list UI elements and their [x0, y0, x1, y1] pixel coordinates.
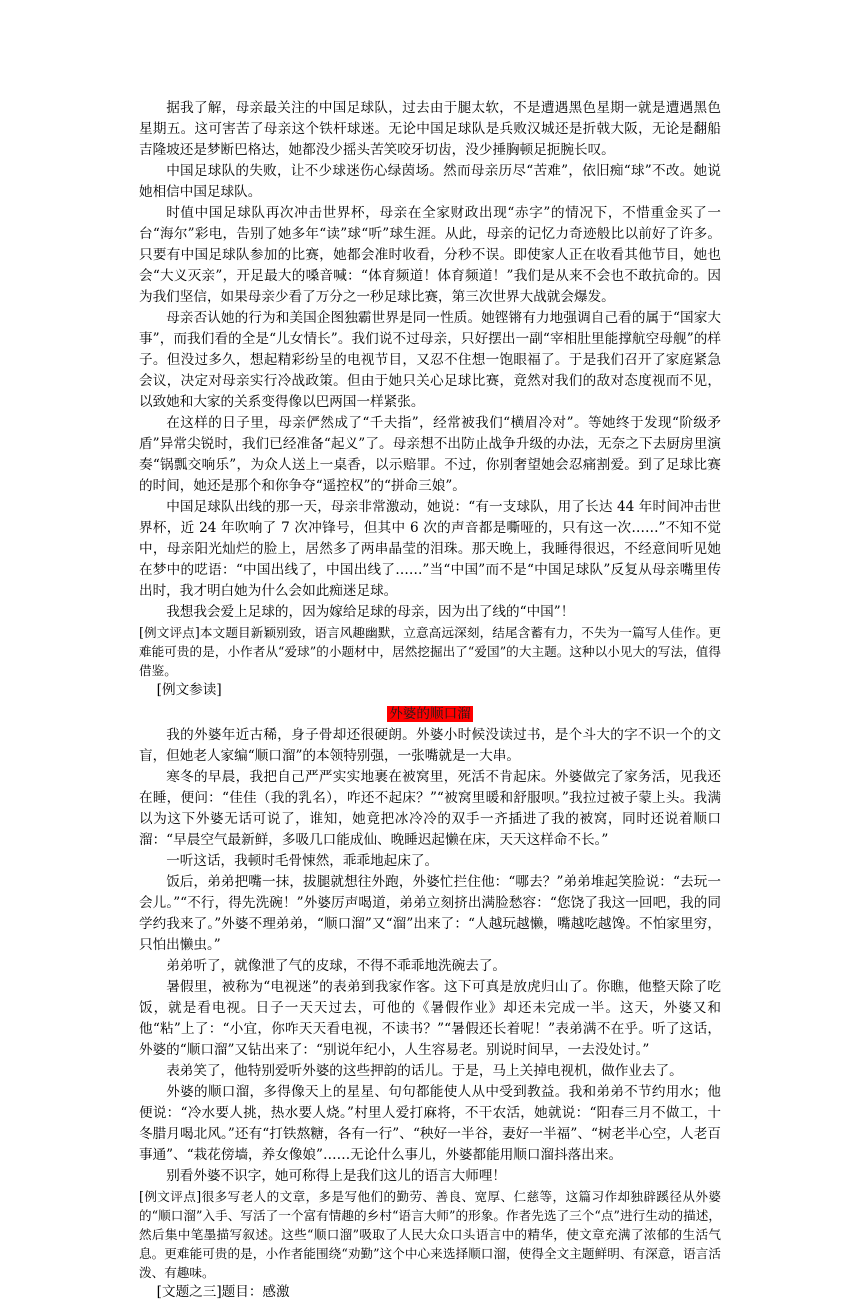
paragraph: 别看外婆不识字，她可称得上是我们这儿的语言大师哩！: [166, 1168, 507, 1184]
example-comment: [例文评点]很多写老人的文章，多是写他们的勤劳、善良、宽厚、仁慈等，这篇习作却独辟蹊径从外婆的“顺口溜”入手、写活了一个富有情趣的乡村“语言大师”的形象。作者先选了三个“点”进行生动的描述，然后集中笔墨描写叙述。这些“顺口溜”吸取了人民大众口头语言中的精华，使文章充满了浓郁的生活气息。更难能可贵的是，小作者能围绕“劝勤”这个中心来选择顺口溜，使得全文主题鲜明、有深意，语言活泼、有趣味。: [139, 1189, 721, 1280]
section-label: [例文参读]: [156, 682, 222, 698]
essay-title-line: [139, 703, 721, 725]
paragraph: 中国足球队的失败，让不少球迷伤心绿茵场。然而母亲历尽“苦难”，依旧痴“球”不改。她说她相信中国足球队。: [139, 163, 721, 200]
document-page: [139, 98, 721, 1303]
paragraph: 外婆的顺口溜，多得像天上的星星、句句都能使人从中受到教益。我和弟弟不节约用水；他便说：“冷水要人挑，热水要人烧。”村里人爱打麻将，不干农活，她就说：“阳春三月不做工，十冬腊月喝北风。”还有“打铁熬糖，各有一行”、“秧好一半谷，妻好一半福”、“树老半心空，人老百事通”、“栽花傍墙，养女像娘”……无论什么事儿，外婆都能用顺口溜抖落出来。: [139, 1084, 721, 1163]
paragraph: 寒冬的早晨，我把自己严严实实地裹在被窝里，死活不肯起床。外婆做完了家务活，见我还在睡，便问：“佳佳（我的乳名），咋还不起床？”“被窝里暖和舒服呗。”我拉过被子蒙上头。我满以为这下外婆无话可说了，谁知，她竟把冰冷冷的双手一齐插进了我的被窝，同时还说着顺口溜：“早晨空气最新鲜，多吸几口能成仙、晚睡迟起懒在床，天天这样命不长。”: [139, 769, 721, 848]
essay-mother-football: [139, 98, 721, 680]
paragraph: 我的外婆年近古稀，身子骨却还很硬朗。外婆小时候没读过书，是个斗大的字不识一个的文盲，但她老人家编“顺口溜”的本领特别强，一张嘴就是一大串。: [139, 727, 721, 764]
example-comment: [例文评点]本文题目新颖别致，语言风趣幽默，立意高远深刻，结尾含蓄有力，不失为一篇写人佳作。更难能可贵的是，小作者从“爱球”的小题材中，居然挖掘出了“爱国”的大主题。这种以小见大的写法，值得借鉴。: [139, 625, 721, 678]
paragraph: 弟弟听了，就像泄了气的皮球，不得不乖乖地洗碗去了。: [166, 958, 507, 974]
essay-title: 外婆的顺口溜: [389, 706, 471, 722]
paragraph: 母亲否认她的行为和美国企图独霸世界是同一性质。她铿锵有力地强调自己看的属于“国家大事”，而我们看的全是“儿女情长”。我们说不过母亲，只好摆出一副“宰相肚里能撑航空母舰”的样子。但没过多久，想起精彩纷呈的电视节目，又忍不住想一饱眼福了。于是我们召开了家庭紧急会议，决定对母亲实行冷战政策。但由于她只关心足球比赛，竟然对我们的敌对态度视而不见，以致她和大家的关系变得像以巴两国一样紧张。: [139, 310, 721, 410]
essay-grandma-rhymes: [139, 703, 721, 1282]
paragraph: 我想我会爱上足球的，因为嫁给足球的母亲，因为出了线的“中国”！: [166, 604, 575, 620]
next-topic-heading: [文题之三]题目：感激: [156, 1284, 290, 1300]
paragraph: 表弟笑了，他特别爱听外婆的这些押韵的话儿。于是，马上关掉电视机，做作业去了。: [166, 1063, 683, 1079]
paragraph: 饭后，弟弟把嘴一抹，拔腿就想往外跑，外婆忙拦住他：“哪去？”弟弟堆起笑脸说：“去玩一会儿。”“不行，得先洗碗！”外婆厉声喝道，弟弟立刻挤出满脸愁容：“您饶了我这一回吧，我的同学约我来了。”外婆不理弟弟，“顺口溜”又“溜”出来了：“人越玩越懒，嘴越吃越馋。不怕家里穷，只怕出懒虫。”: [139, 874, 721, 953]
paragraph: 据我了解，母亲最关注的中国足球队，过去由于腿太软，不是遭遇黑色星期一就是遭遇黑色星期五。这可害苦了母亲这个铁杆球迷。无论中国足球队是兵败汉城还是折戟大阪，无论是翻船吉隆坡还是梦断巴格达，她都没少摇头苦笑咬牙切齿，没少捶胸顿足扼腕长叹。: [139, 100, 721, 158]
paragraph: 在这样的日子里，母亲俨然成了“千夫指”，经常被我们“横眉冷对”。等她终于发现“阶级矛盾”异常尖锐时，我们已经准备“起义”了。母亲想不出防止战争升级的办法，无奈之下去厨房里演奏“锅瓢交响乐”，为众人送上一桌香，以示赔罪。不过，你别奢望她会忍痛割爱。到了足球比赛的时间，她还是那个和你争夺“遥控权”的“拼命三娘”。: [139, 415, 721, 494]
paragraph: 暑假里，被称为“电视迷”的表弟到我家作客。这下可真是放虎归山了。你瞧，他整天除了吃饭，就是看电视。日子一天天过去，可他的《暑假作业》却还未完成一半。这天，外婆又和他“粘”上了：“小宜，你咋天天看电视，不读书？”“暑假还长着呢！”表弟满不在乎。听了这话，外婆的“顺口溜”又钻出来了：“别说年纪小，人生容易老。别说时间早，一去没处讨。”: [139, 979, 721, 1058]
paragraph: 一听这话，我顿时毛骨悚然，乖乖地起床了。: [166, 853, 439, 869]
paragraph: 时值中国足球队再次冲击世界杯，母亲在全家财政出现“赤字”的情况下，不惜重金买了一台“海尔”彩电，告别了她多年“读”球“听”球生涯。从此，母亲的记忆力奇迹般比以前好了许多。只要有中国足球队参加的比赛，她都会准时收看，分秒不误。即使家人正在收看其他节目，她也会“大义灭亲”，开足最大的嗓音喊：“体育频道！体育频道！”我们是从来不会也不敢抗命的。因为我们坚信，如果母亲少看了万分之一秒足球比赛，第三次世界大战就会爆发。: [139, 205, 721, 305]
paragraph: 中国足球队出线的那一天，母亲非常激动，她说：“有一支球队，用了长达 44 年时间冲击世界杯，近 24 年吹响了 7 次冲锋号，但其中 6 次的声音都是嘶哑的，只有这一次……”不知不觉中，母亲阳光灿烂的脸上，居然多了两串晶莹的泪珠。那天晚上，我睡得很迟，不经意间听见她在梦中的呓语：“中国出线了，中国出线了……”当“中国”而不是“中国足球队”反复从母亲嘴里传出时，我才明白她为什么会如此痴迷足球。: [139, 499, 721, 599]
